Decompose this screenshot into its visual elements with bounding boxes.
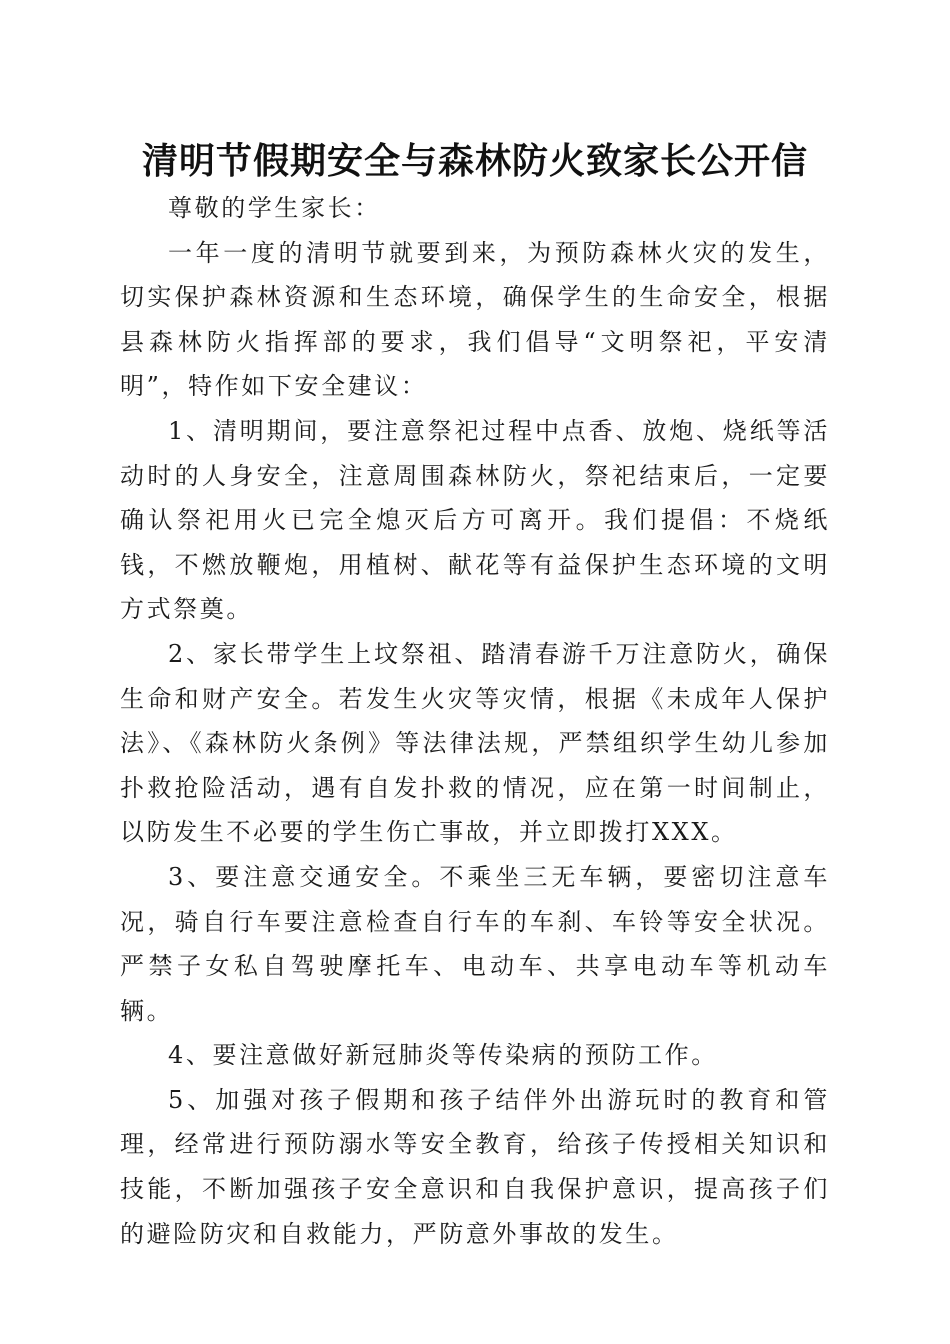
suggestion-2: 2、家长带学生上坟祭祖、踏清春游千万注意防火，确保生命和财产安全。若发生火灾等灾情，根据《未成年人保护法》、《森林防火条例》等法律法规，严禁组织学生幼儿参加扑救抢险活动，遇有自发扑救的情况，应在第一时间制止，以防发生不必要的学生伤亡事故，并立即拨打XXX。 [120,639,830,847]
suggestion-5: 5、加强对孩子假期和孩子结伴外出游玩时的教育和管理，经常进行预防溺水等安全教育，给孩子传授相关知识和技能，不断加强孩子安全意识和自我保护意识，提高孩子们的避险防灾和自救能力，严防意外事故的发生。 [120,1085,830,1248]
suggestion-4: 4、要注意做好新冠肺炎等传染病的预防工作。 [168,1041,718,1070]
suggestion-1: 1、清明期间，要注意祭祀过程中点香、放炮、烧纸等活动时的人身安全，注意周围森林防火，祭祀结束后，一定要确认祭祀用火已完全熄灭后方可离开。我们提倡：不烧纸钱，不燃放鞭炮，用植树、献花等有益保护生态环境的文明方式祭奠。 [120,416,830,624]
document-title: 清明节假期安全与森林防火致家长公开信 [141,140,808,182]
intro-paragraph: 一年一度的清明节就要到来，为预防森林火灾的发生，切实保护森林资源和生态环境，确保学生的生命安全，根据县森林防火指挥部的要求，我们倡导“文明祭祀，平安清明”，特作如下安全建议： [120,238,830,401]
document-body [120,186,830,1256]
salutation: 尊敬的学生家长： [168,194,381,222]
suggestion-3: 3、要注意交通安全。不乘坐三无车辆，要密切注意车况，骑自行车要注意检查自行车的车刹、车铃等安全状况。严禁子女私自驾驶摩托车、电动车、共享电动车等机动车辆。 [120,862,830,1025]
